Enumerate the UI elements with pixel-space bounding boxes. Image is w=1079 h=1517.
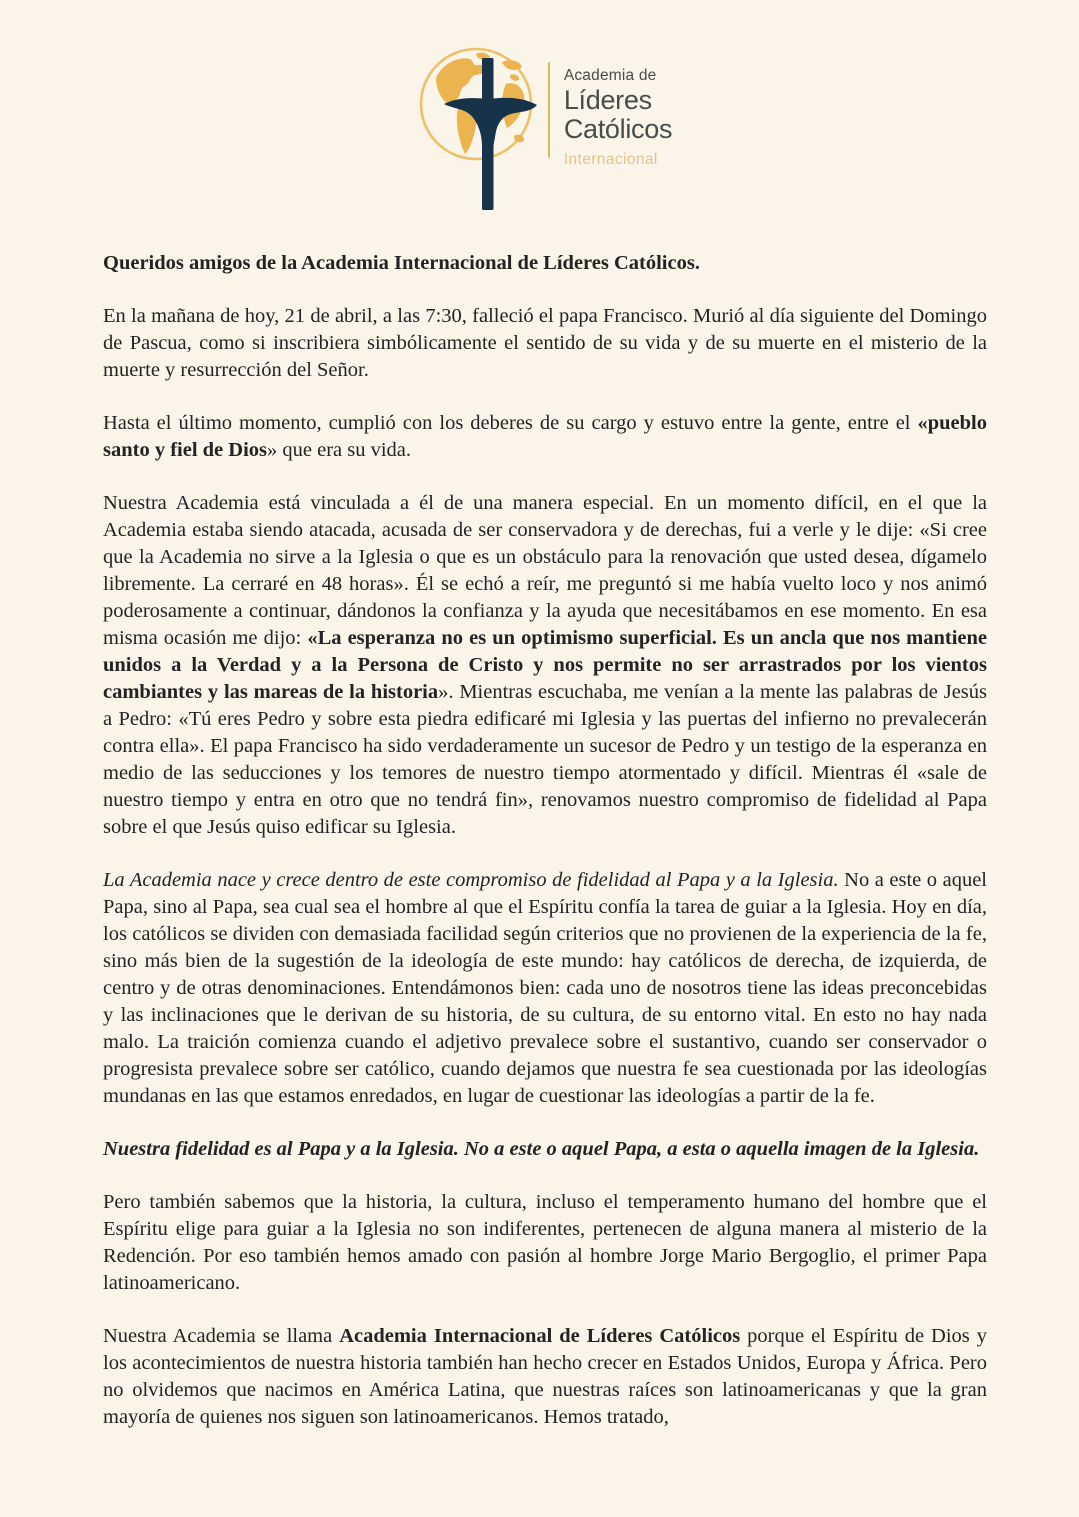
- logo-line-lideres: Líderes: [563, 84, 652, 115]
- logo-divider: [548, 62, 550, 158]
- text-run: En la mañana de hoy, 21 de abril, a las 7:30, falleció el papa Francisco. Murió al día siguiente del Domingo de Pascua, como si inscribiera simbólicamente el sentido de su vida y de su muerte en el misterio de la muerte y resurrección del Señor.: [103, 305, 987, 381]
- globe-cross-icon: [418, 46, 542, 214]
- letter-body: [103, 250, 987, 1431]
- paragraph: [103, 490, 987, 841]
- paragraph: [103, 1136, 987, 1163]
- text-run: La Academia nace y crece dentro de este compromiso de fidelidad al Papa y a la Iglesia.: [103, 869, 839, 891]
- text-run: porque el Espíritu de Dios y los acontecimientos de nuestra historia también han hecho crecer en Estados Unidos, Europa y África. Pero no olvidemos que nacimos en América Latina, que nuestras raíces son latinoamericanas y que la gran mayoría de quienes nos siguen son latinoamericanos. Hemos tratado,: [103, 1325, 987, 1428]
- paragraph: [103, 867, 987, 1110]
- text-run: ». Mientras escuchaba, me venían a la mente las palabras de Jesús a Pedro: «Tú eres Pedro y sobre esta piedra edificaré mi Iglesia y las puertas del infierno no prevalecerán contra ella». El papa Francisco ha sido verdaderamente un sucesor de Pedro y un testigo de la esperanza en medio de las seducciones y los temores de nuestro tiempo atormentado y difícil. Mientras él «sale de nuestro tiempo y entra en otro que no tendrá fin», renovamos nuestro compromiso de fidelidad al Papa sobre el que Jesús quiso edificar su Iglesia.: [103, 681, 988, 838]
- text-run: » que era su vida.: [267, 439, 412, 461]
- paragraph: [103, 410, 987, 464]
- logo-line-academia-de: Academia de: [563, 67, 657, 84]
- text-run: Nuestra Academia está vinculada a él de una manera especial. En un momento difícil, en el que la Academia estaba siendo atacada, acusada de ser conservadora y de derechas, fui a verle y le dije: «Si cree que la Academia no sirve a la Iglesia o que es un obstáculo para la renovación que usted desea, dígamelo libremente. La cerraré en 48 horas». Él se echó a reír, me preguntó si me había vuelto loco y nos animó poderosamente a continuar, dándonos la confianza y la ayuda que necesitábamos en ese momento. En esa misma ocasión me dijo:: [103, 492, 987, 649]
- text-run: Nuestra fidelidad es al Papa y a la Iglesia. No a este o aquel Papa, a esta o aquella imagen de la Iglesia.: [103, 1138, 980, 1160]
- text-run: Nuestra Academia se llama: [103, 1325, 340, 1347]
- text-run: Hasta el último momento, cumplió con los deberes de su cargo y estuvo entre la gente, entre el: [103, 412, 918, 434]
- text-run: Queridos amigos de la Academia Internacional de Líderes Católicos.: [103, 252, 700, 274]
- logo: [103, 46, 987, 214]
- paragraph: [103, 1323, 987, 1431]
- text-run: Academia Internacional de Líderes Católicos: [339, 1325, 741, 1347]
- text-run: No a este o aquel Papa, sino al Papa, sea cual sea el hombre al que el Espíritu confía la tarea de guiar a la Iglesia. Hoy en día, los católicos se dividen con demasiada facilidad según criterios que no provienen de la experiencia de la fe, sino más bien de la sugestión de la ideología de este mundo: hay católicos de derecha, de izquierda, de centro y de otras denominaciones. Entendámonos bien: cada uno de nosotros tiene las ideas preconcebidas y las inclinaciones que le derivan de su historia, de su cultura, de su entorno vital. En esto no hay nada malo. La traición comienza cuando el adjetivo prevalece sobre el sustantivo, cuando ser conservador o progresista prevalece sobre ser católico, cuando dejamos que nuestra fe sea cuestionada por las ideologías mundanas en las que estamos enredados, en lugar de cuestionar las ideologías a partir de la fe.: [103, 869, 987, 1107]
- logo-line-catolicos: Católicos: [563, 113, 673, 144]
- paragraph: [103, 303, 987, 384]
- text-run: «La esperanza no es un optimismo superficial. Es un ancla que nos mantiene unidos a la Verdad y a la Persona de Cristo y nos permite no ser arrastrados por los vientos cambiantes y las mareas de la historia: [103, 627, 987, 703]
- paragraph: [103, 250, 987, 277]
- text-run: «pueblo santo y fiel de Dios: [103, 412, 987, 461]
- logo-line-internacional: Internacional: [563, 150, 658, 168]
- text-run: Pero también sabemos que la historia, la cultura, incluso el temperamento humano del hombre que el Espíritu elige para guiar a la Iglesia no son indiferentes, pertenecen de alguna manera al misterio de la Redención. Por eso también hemos amado con pasión al hombre Jorge Mario Bergoglio, el primer Papa latinoamericano.: [103, 1191, 987, 1294]
- logo-text: [564, 68, 672, 167]
- paragraph: [103, 1189, 987, 1297]
